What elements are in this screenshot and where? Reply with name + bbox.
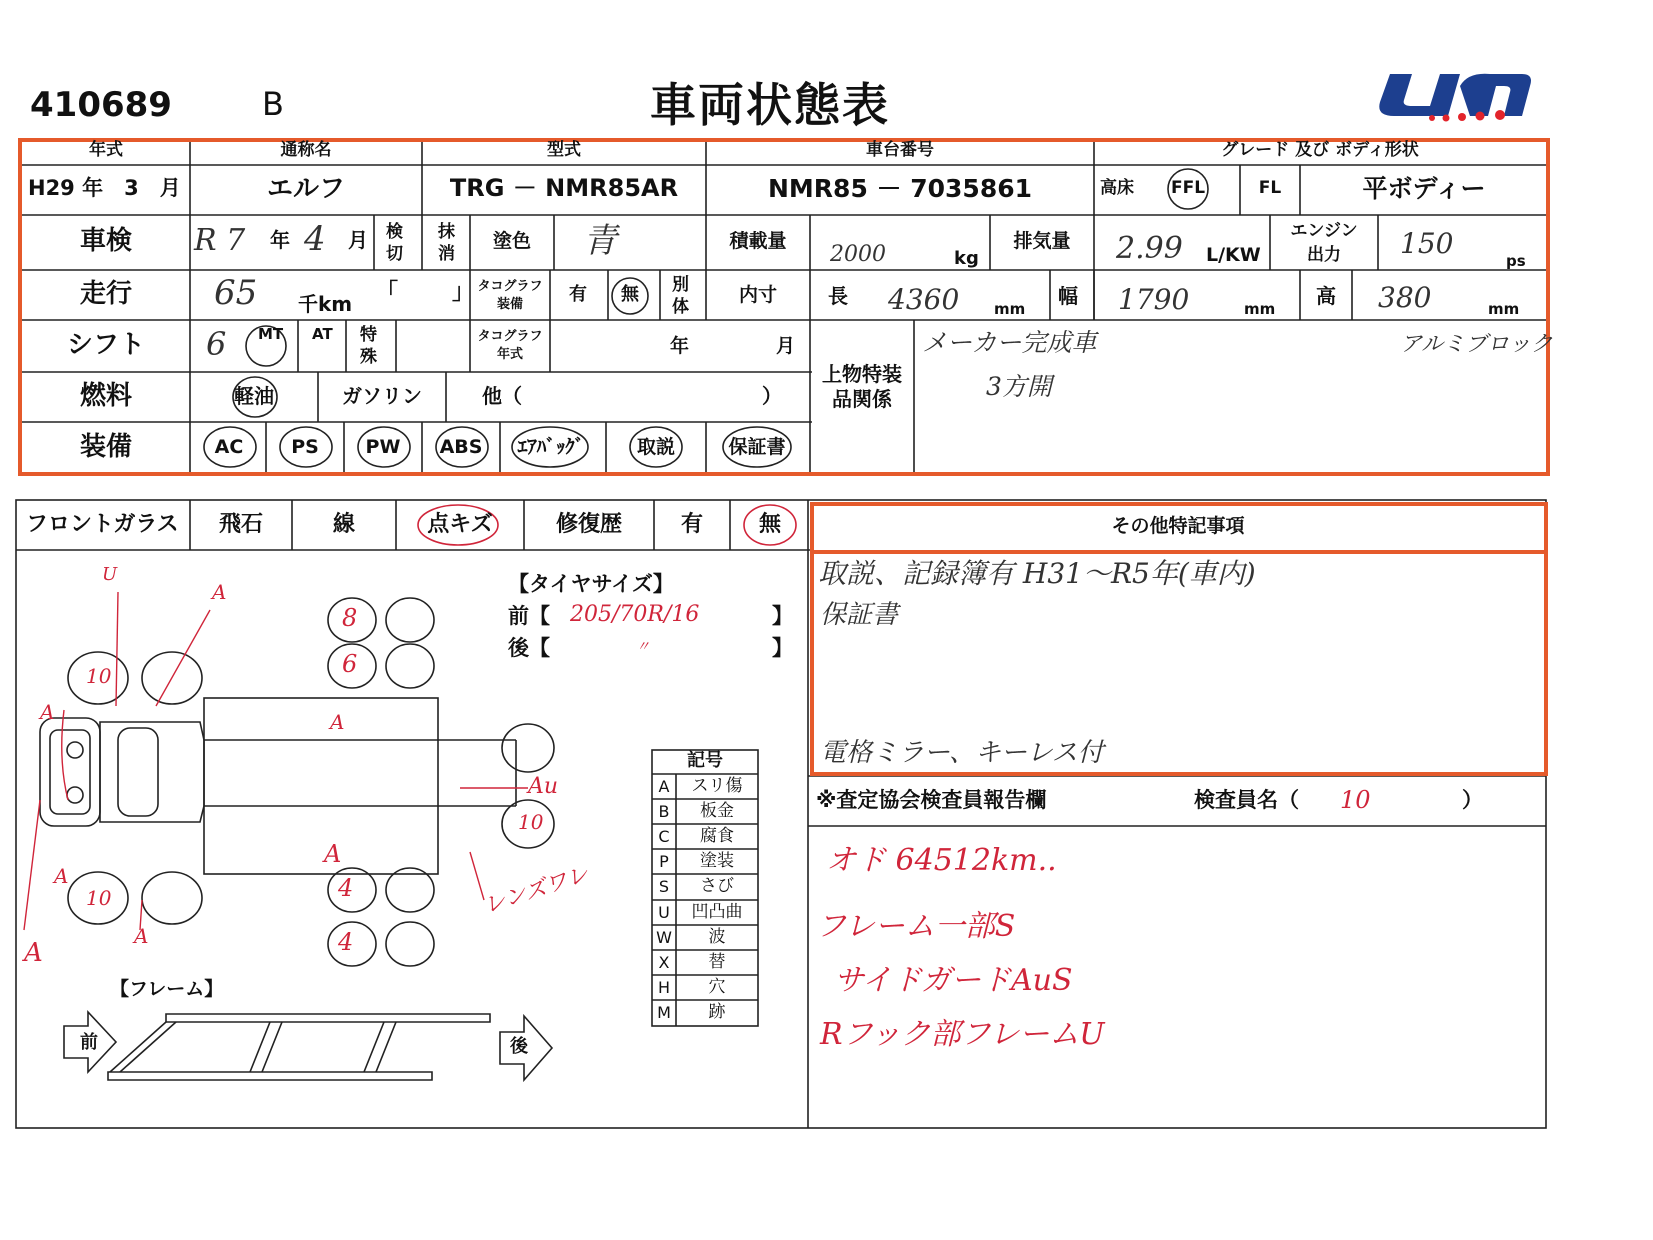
grade-body-label: グレード 及び ボディ形状 [1221, 140, 1419, 160]
upper-note-1: メーカー完成車 [922, 328, 1097, 357]
legend-code: C [658, 827, 670, 846]
tire-rear-close: 】 [772, 636, 793, 660]
chassis-label: 車台番号 [866, 140, 934, 160]
inspection-expired: 検切 [386, 222, 403, 264]
legend-code: M [657, 1003, 671, 1022]
inspection-label: 車検 [79, 226, 133, 256]
notes-title: その他特記事項 [1111, 515, 1245, 537]
color-label: 塗色 [492, 230, 532, 252]
shift-hw: 6 [206, 325, 227, 363]
height-unit: mm [1488, 300, 1520, 318]
damage-mark: A [134, 924, 149, 948]
damage-mark: U [102, 564, 118, 585]
legend-code: H [657, 978, 671, 997]
name-value: エルフ [266, 174, 346, 204]
shift-at: AT [312, 325, 333, 343]
fuel-other: 他（ ） [482, 384, 782, 408]
mileage-hw: 65 [214, 273, 258, 313]
year-label: 年式 [89, 140, 123, 160]
tire-mark: 4 [338, 928, 354, 956]
fuel-label: 燃料 [79, 381, 133, 411]
legend-desc: 凹凸曲 [691, 902, 743, 922]
tire-rear-hw: 〃 [636, 639, 650, 655]
engine-output-unit: ps [1506, 252, 1526, 270]
damage-mark: A [212, 580, 227, 604]
tachograph-yes: 有 [569, 284, 587, 305]
legend-code: A [658, 777, 670, 796]
displacement-label: 排気量 [1013, 230, 1071, 252]
height-hw: 380 [1378, 281, 1432, 314]
name-label: 通称名 [280, 140, 332, 160]
repair-history-no: 無 [758, 512, 782, 537]
inspection-month-unit: 月 [348, 228, 368, 252]
legend-code: X [658, 953, 670, 972]
equip-ps: PS [291, 436, 319, 458]
displacement-unit: L/KW [1206, 244, 1261, 266]
opt-ffl: FFL [1170, 178, 1206, 198]
notes-line-2: 保証書 [820, 600, 899, 630]
equip-warranty: 保証書 [728, 436, 786, 458]
damage-mark: 10 [518, 810, 544, 834]
legend-desc: 穴 [708, 977, 726, 997]
damage-mark: A [24, 938, 43, 968]
equip-airbag: ｴｱﾊﾞｯｸﾞ [517, 436, 585, 458]
displacement-hw: 2.99 [1116, 231, 1183, 266]
tire-front-label: 前【 [508, 604, 550, 628]
mileage-label: 走行 [79, 279, 133, 309]
legend-code: S [658, 877, 670, 896]
equip-pw: PW [365, 436, 401, 458]
repair-history-label: 修復歴 [555, 512, 623, 537]
damage-mark: A [54, 864, 69, 888]
inspection-month-hw: 4 [304, 219, 326, 259]
upper-equipment-label: 上物特装品関係 [822, 362, 902, 411]
legend-code: P [659, 852, 669, 871]
color-hw: 青 [583, 221, 617, 261]
inspector-report-title: ※査定協会検査員報告欄 [816, 788, 1047, 812]
inspector-line-3: サイドガードAuS [834, 963, 1073, 998]
engine-output-label: エンジン出力 [1290, 221, 1358, 265]
stock-number: 410689 [30, 85, 172, 125]
upper-note-3: アルミブロック [1400, 332, 1553, 357]
legend-desc: さび [700, 876, 734, 896]
tachograph-no: 無 [621, 284, 639, 305]
windshield-point: 点キズ [427, 512, 493, 537]
fuel-diesel: 軽油 [234, 384, 274, 408]
damage-mark: 10 [86, 664, 112, 688]
inspector-name-close: ） [1462, 788, 1483, 812]
windshield-chip: 飛石 [218, 512, 264, 537]
notes-line-1: 取説、記録簿有 H31〜R5年(車内) [818, 557, 1256, 590]
inspector-line-2: フレーム一部S [816, 909, 1016, 944]
legend-desc: 波 [708, 927, 726, 947]
mileage-unit: 千km [298, 292, 353, 316]
tachograph-label: タコグラフ装備 [477, 279, 543, 312]
frame-front: 前 [80, 1032, 98, 1053]
tachograph-separate: 別体 [672, 275, 689, 317]
page-title: 車両状態表 [650, 78, 890, 132]
body-type: 平ボディー [1362, 174, 1486, 203]
legend-code: U [658, 903, 670, 922]
engine-output-hw: 150 [1400, 227, 1454, 260]
inner-size-label: 内寸 [738, 284, 778, 306]
legend-desc: 跡 [708, 1002, 726, 1022]
tire-front-close: 】 [772, 604, 793, 628]
tire-mark: 4 [338, 874, 354, 902]
inspector-line-1: オド 64512km.. [826, 843, 1057, 878]
legend-desc: 板金 [700, 801, 734, 821]
height-label: 高 [1316, 284, 1336, 308]
equipment-label: 装備 [79, 432, 133, 462]
grade-mark: B [262, 85, 284, 123]
width-label: 幅 [1058, 284, 1078, 308]
width-unit: mm [1244, 300, 1276, 318]
legend-desc: 腐食 [700, 826, 734, 846]
upper-note-2: 3方開 [986, 372, 1052, 401]
damage-mark: A [330, 710, 345, 734]
shift-label: シフト [66, 330, 146, 360]
model-value: TRG － NMR85AR [449, 174, 679, 202]
length-label: 長 [828, 284, 848, 308]
tachograph-month-unit: 月 [776, 335, 796, 357]
equip-abs: ABS [439, 436, 483, 458]
damage-mark: Au [528, 774, 559, 799]
windshield-label: フロントガラス [26, 512, 179, 537]
legend-title: 記号 [687, 750, 723, 771]
damage-mark: A [324, 840, 342, 868]
tachograph-year-label: タコグラフ年式 [477, 329, 543, 362]
inspector-line-4: Rフック部フレームU [820, 1017, 1105, 1052]
load-unit: kg [954, 248, 979, 269]
load-hw: 2000 [830, 242, 886, 267]
width-hw: 1790 [1118, 283, 1190, 316]
tire-mark: 6 [342, 650, 358, 678]
equip-manual: 取説 [636, 436, 676, 458]
tire-front-hw: 205/70R/16 [570, 602, 700, 627]
legend-desc: スリ傷 [691, 776, 743, 796]
legend-desc: 替 [708, 952, 726, 972]
opt-fl: FL [1258, 178, 1282, 198]
load-label: 積載量 [729, 230, 787, 252]
repair-history-yes: 有 [680, 512, 704, 537]
windshield-line: 線 [332, 512, 356, 537]
tire-rear-label: 後【 [508, 636, 550, 660]
length-unit: mm [994, 300, 1026, 318]
inspector-name-label: 検査員名（ [1194, 788, 1299, 812]
frame-rear: 後 [510, 1036, 528, 1057]
length-hw: 4360 [888, 283, 960, 316]
year-value: H29 年 3 月 [28, 176, 181, 200]
tire-size-title: 【タイヤサイズ】 [508, 572, 674, 596]
legend-code: W [656, 928, 672, 947]
shift-special: 特殊 [360, 325, 377, 367]
inspection-cancelled: 抹消 [438, 222, 455, 264]
damage-mark: 10 [86, 886, 112, 910]
frame-title: 【フレーム】 [110, 978, 224, 1000]
damage-mark: A [40, 700, 55, 724]
legend-desc: 塗装 [700, 851, 734, 871]
shift-mt: MT [258, 325, 284, 343]
opt-high-floor: 高床 [1100, 178, 1134, 198]
inspection-year-unit: 年 [270, 228, 290, 252]
chassis-value: NMR85 － 7035861 [767, 174, 1033, 203]
model-label: 型式 [547, 140, 581, 160]
bracket-open: 「 [376, 280, 399, 305]
legend-code: B [658, 802, 670, 821]
inspector-name-hw: 10 [1340, 786, 1371, 814]
bracket-close: 」 [452, 280, 475, 305]
tire-mark: 8 [342, 604, 358, 632]
equip-ac: AC [214, 436, 244, 458]
damage-mark: レンズワレ [480, 861, 592, 920]
tachograph-year-unit: 年 [670, 335, 690, 357]
notes-line-3: 電格ミラー、キーレス付 [820, 738, 1104, 768]
inspection-year-hw: R 7 [194, 223, 246, 258]
fuel-gasoline: ガソリン [342, 384, 422, 408]
